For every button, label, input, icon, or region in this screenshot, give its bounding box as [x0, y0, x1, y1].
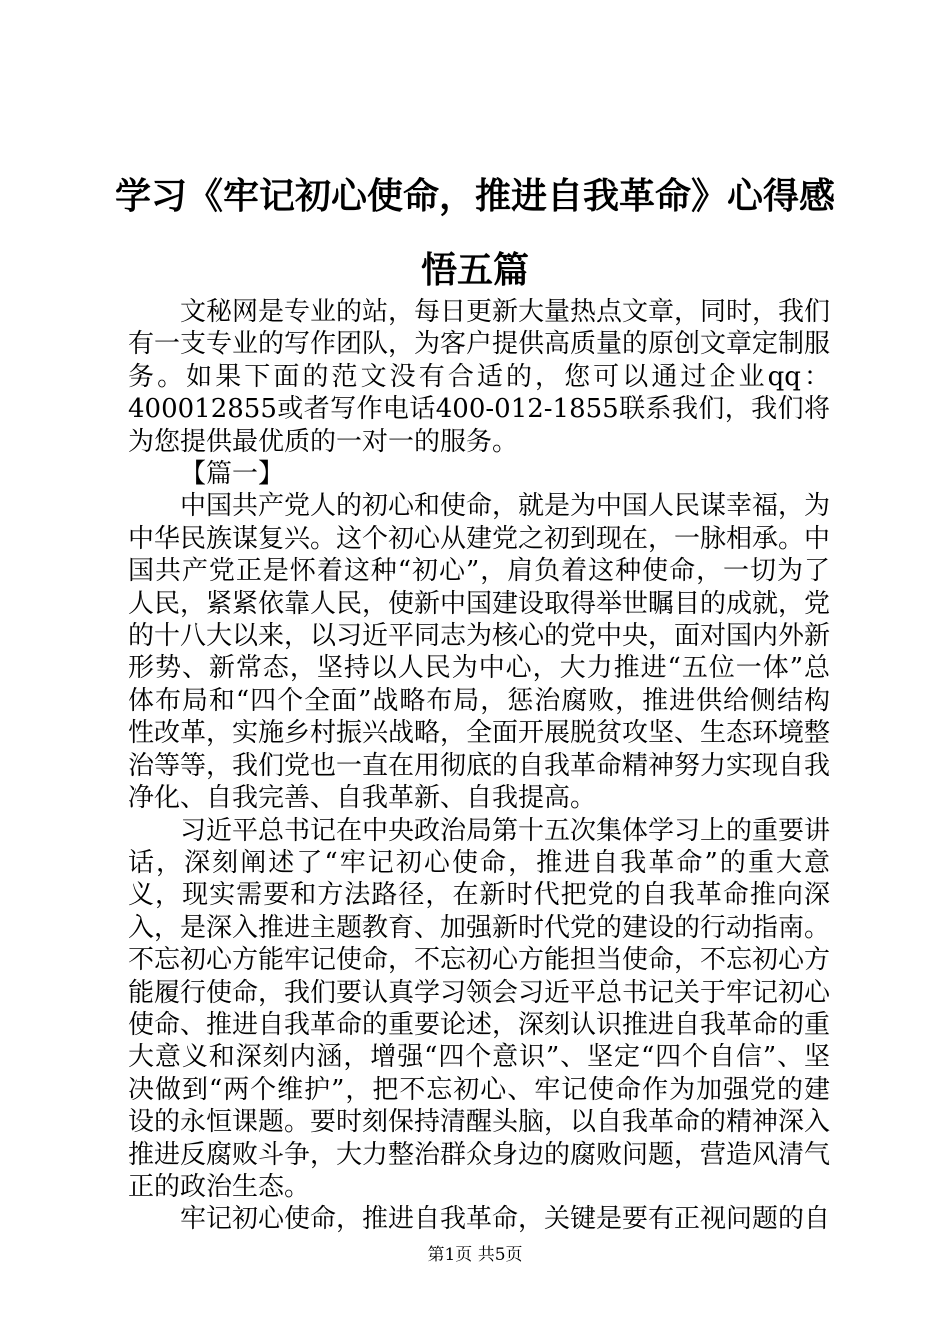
intro-paragraph: 文秘网是专业的站，每日更新大量热点文章，同时，我们有一支专业的写作团队，为客户提供高质量的原创文章定制服务。如果下面的范文没有合适的，您可以通过企业qq：400012855或者写作电话400-012-1855联系我们，我们将为您提供最优质的一对一的服务。 [128, 297, 831, 457]
document-body [128, 296, 830, 1236]
document-title: 学习《牢记初心使命，推进自我革命》心得感悟五篇 [114, 176, 835, 291]
body-paragraph: 牢记初心使命，推进自我革命，关键是要有正视问题的自 [180, 1204, 831, 1235]
body-paragraph: 习近平总书记在中央政治局第十五次集体学习上的重要讲话，深刻阐述了“牢记初心使命，推进自我革命”的重大意义，现实需要和方法路径，在新时代把党的自我革命推向深入，是深入推进主题教育、加强新时代党的建设的行动指南。不忘初心方能牢记使命，不忘初心方能担当使命，不忘初心方能履行使命，我们要认真学习领会习近平总书记关于牢记初心使命、推进自我革命的重要论述，深刻认识推进自我革命的重大意义和深刻内涵，增强“四个意识”、坚定“四个自信”、坚决做到“两个维护”，把不忘初心、牢记使命作为加强党的建设的永恒课题。要时刻保持清醒头脑，以自我革命的精神深入推进反腐败斗争，大力整治群众身边的腐败问题，营造风清气正的政治生态。 [128, 815, 831, 1202]
section-heading: 【篇一】 [180, 459, 285, 490]
body-paragraph: 中国共产党人的初心和使命，就是为中国人民谋幸福，为中华民族谋复兴。这个初心从建党之初到现在，一脉相承。中国共产党正是怀着这种“初心”，肩负着这种使命，一切为了人民，紧紧依靠人民，使新中国建设取得举世瞩目的成就，党的十八大以来，以习近平同志为核心的党中央，面对国内外新形势、新常态，坚持以人民为中心，大力推进“五位一体”总体布局和“四个全面”战略布局，惩治腐败，推进供给侧结构性改革，实施乡村振兴战略，全面开展脱贫攻坚、生态环境整治等等，我们党也一直在用彻底的自我革命精神努力实现自我净化、自我完善、自我革新、自我提高。 [128, 491, 831, 814]
page-footer: 第1页 共5页 [427, 1245, 523, 1265]
